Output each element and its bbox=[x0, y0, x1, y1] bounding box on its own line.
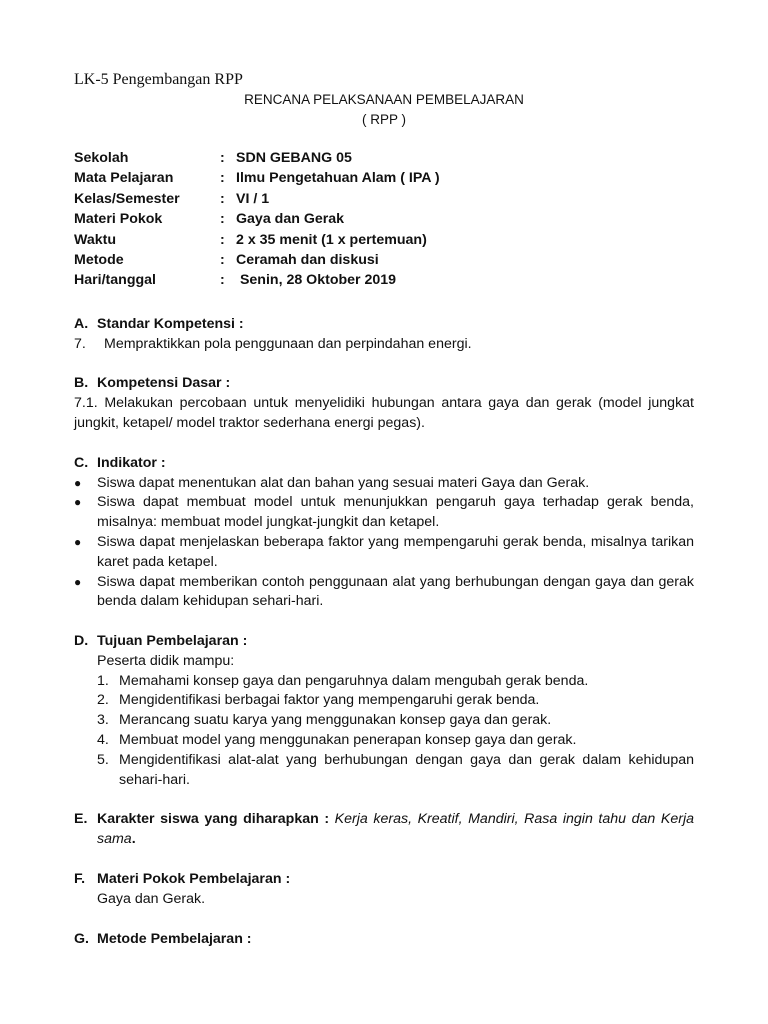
bullet-icon: ● bbox=[74, 495, 82, 510]
list-item-text: Mengidentifikasi berbagai faktor yang mempengaruhi gerak benda. bbox=[119, 692, 540, 709]
section-heading bbox=[74, 632, 694, 652]
list-item bbox=[74, 474, 694, 494]
list-item bbox=[97, 711, 694, 731]
list-item-text: Membuat model yang menggunakan penerapan konsep gaya dan gerak. bbox=[119, 732, 577, 749]
identity-key: Sekolah bbox=[74, 150, 129, 166]
identity-colon: : bbox=[220, 272, 225, 289]
section-heading bbox=[74, 315, 694, 335]
list-item bbox=[97, 731, 694, 751]
identity-row bbox=[74, 270, 694, 290]
list-item-text: Siswa dapat membuat model untuk menunjukkan pengaruh gaya terhadap gerak benda, misalnya: membuat model jungkat-jungkit dan ketapel. bbox=[97, 494, 694, 531]
section-letter: D. bbox=[74, 633, 89, 650]
document-subtitle: ( RPP ) bbox=[361, 112, 406, 127]
section-heading bbox=[74, 870, 694, 890]
item-number: 7. bbox=[74, 335, 86, 352]
identity-colon: : bbox=[220, 231, 225, 248]
item-number: 1. bbox=[97, 672, 109, 689]
identity-key: Metode bbox=[74, 251, 124, 268]
section-tujuan-pembelajaran bbox=[74, 632, 694, 790]
list-item bbox=[97, 691, 694, 711]
document-title: RENCANA PELAKSANAAN PEMBELAJARAN bbox=[244, 92, 524, 107]
list-item-text: Siswa dapat menjelaskan beberapa faktor yang mempengaruhi gerak benda, misalnya tarikan karet pada ketapel. bbox=[97, 533, 694, 570]
section-karakter-siswa bbox=[74, 810, 694, 850]
identity-row bbox=[74, 148, 694, 168]
standard-competency-item bbox=[74, 335, 694, 355]
list-item bbox=[97, 672, 694, 692]
bullet-icon: ● bbox=[74, 574, 82, 589]
identity-value: 2 x 35 menit (1 x pertemuan) bbox=[236, 231, 427, 248]
identity-table bbox=[74, 148, 694, 291]
list-item bbox=[74, 493, 694, 533]
section-title: Tujuan Pembelajaran : bbox=[97, 633, 248, 650]
item-number: 5. bbox=[97, 751, 109, 768]
list-item-text: Siswa dapat memberikan contoh penggunaan alat yang berhubungan dengan gaya dan gerak benda dalam kehidupan sehari-hari. bbox=[97, 573, 694, 610]
identity-key: Mata Pelajaran bbox=[74, 170, 174, 187]
section-letter: B. bbox=[74, 375, 89, 392]
bullet-icon: ● bbox=[74, 475, 82, 490]
item-number: 2. bbox=[97, 692, 109, 709]
section-indikator bbox=[74, 454, 694, 612]
item-number: 3. bbox=[97, 712, 109, 729]
list-item-text: Memahami konsep gaya dan pengaruhnya dalam mengubah gerak benda. bbox=[119, 672, 589, 689]
identity-value: VI / 1 bbox=[236, 190, 270, 207]
identity-colon: : bbox=[220, 190, 225, 207]
identity-key: Materi Pokok bbox=[74, 211, 163, 228]
objectives-list bbox=[97, 672, 694, 791]
list-item-text: Mengidentifikasi alat-alat yang berhubungan dengan gaya dan gerak dalam kehidupan sehari-hari. bbox=[119, 751, 694, 788]
identity-colon: : bbox=[220, 211, 225, 228]
item-number: 4. bbox=[97, 732, 109, 749]
list-item bbox=[74, 573, 694, 613]
section-heading bbox=[74, 810, 694, 850]
section-letter: F. bbox=[74, 871, 86, 888]
identity-row bbox=[74, 189, 694, 209]
identity-row bbox=[74, 230, 694, 250]
section-kompetensi-dasar bbox=[74, 374, 694, 433]
section-heading bbox=[74, 374, 694, 394]
section-heading bbox=[74, 454, 694, 474]
identity-key: Waktu bbox=[74, 231, 117, 248]
identity-colon: : bbox=[220, 251, 225, 268]
identity-key: Hari/tanggal bbox=[74, 272, 156, 289]
list-item bbox=[74, 533, 694, 573]
identity-colon: : bbox=[220, 150, 225, 166]
section-letter: E. bbox=[74, 811, 88, 828]
document-label: LK-5 Pengembangan RPP bbox=[74, 71, 243, 88]
section-title: Standar Kompetensi : bbox=[97, 315, 244, 332]
section-title: Materi Pokok Pembelajaran : bbox=[97, 871, 291, 888]
section-title: Karakter siswa yang diharapkan : bbox=[97, 811, 330, 828]
section-heading bbox=[74, 930, 694, 950]
character-values: Kerja keras, Kreatif, Mandiri, Rasa ingin tahu dan Kerja sama bbox=[97, 811, 694, 848]
section-title: Metode Pembelajaran : bbox=[97, 930, 252, 947]
identity-value: SDN GEBANG 05 bbox=[236, 150, 352, 166]
indicator-list bbox=[74, 474, 694, 613]
section-title: Indikator : bbox=[97, 454, 166, 471]
identity-value: Ceramah dan diskusi bbox=[236, 251, 379, 268]
list-item bbox=[97, 751, 694, 791]
section-materi-pokok bbox=[74, 870, 694, 910]
section-letter: A. bbox=[74, 315, 89, 332]
section-letter: C. bbox=[74, 454, 89, 471]
list-item-text: Siswa dapat menentukan alat dan bahan yang sesuai materi Gaya dan Gerak. bbox=[97, 474, 590, 491]
section-metode-pembelajaran bbox=[74, 930, 694, 950]
objectives-intro: Peserta didik mampu: bbox=[97, 652, 235, 669]
item-text: Mempraktikkan pola penggunaan dan perpindahan energi. bbox=[104, 335, 472, 352]
section-letter: G. bbox=[74, 930, 89, 947]
identity-value: Gaya dan Gerak bbox=[236, 211, 345, 228]
identity-row bbox=[74, 168, 694, 188]
subject-matter-text: Gaya dan Gerak. bbox=[97, 890, 206, 907]
list-item-text: Merancang suatu karya yang menggunakan konsep gaya dan gerak. bbox=[119, 712, 552, 729]
character-line bbox=[97, 810, 694, 850]
section-title: Kompetensi Dasar : bbox=[97, 375, 231, 392]
document-page bbox=[74, 70, 694, 949]
basic-competency-text: 7.1. Melakukan percobaan untuk menyelidiki hubungan antara gaya dan gerak (model jungkat jungkit, ketapel/ model traktor sederhana energi pegas). bbox=[74, 395, 694, 431]
character-end: . bbox=[131, 831, 136, 848]
identity-key: Kelas/Semester bbox=[74, 190, 180, 207]
identity-colon: : bbox=[220, 170, 225, 187]
identity-row bbox=[74, 209, 694, 229]
identity-row bbox=[74, 250, 694, 270]
identity-value: Senin, 28 Oktober 2019 bbox=[236, 272, 397, 289]
bullet-icon: ● bbox=[74, 534, 82, 549]
identity-value: Ilmu Pengetahuan Alam ( IPA ) bbox=[236, 170, 440, 187]
section-standar-kompetensi bbox=[74, 315, 694, 355]
